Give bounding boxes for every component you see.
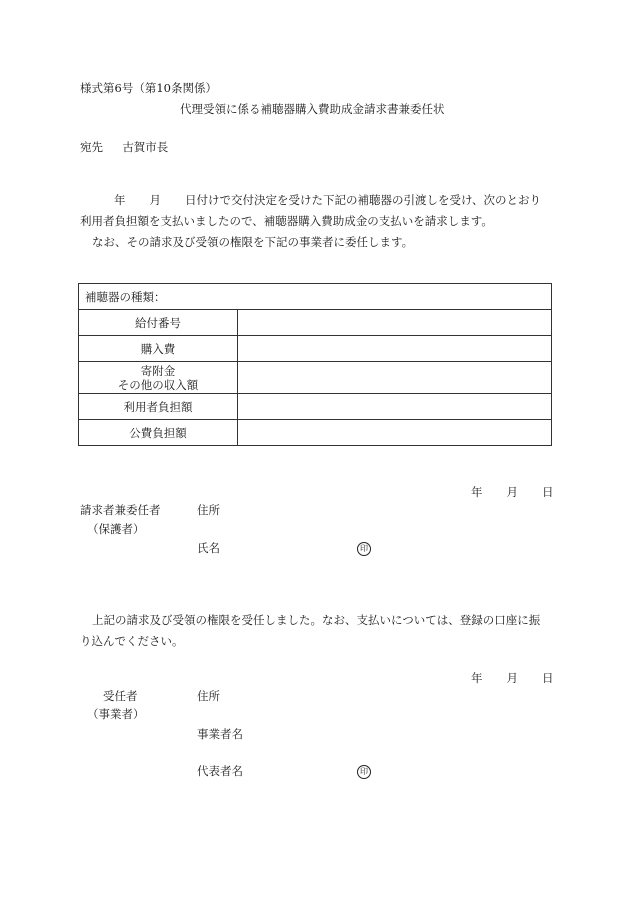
acceptance-line-1: 上記の請求及び受領の権限を受任しました。なお、支払いについては、登録の口座に振 [92,613,541,627]
delegate-seal-icon: 印 [357,763,371,779]
type-row [79,284,552,310]
delegate-role-sub: （事業者） [87,707,145,721]
month-label: 月 [149,193,161,207]
benefit-number-label: 給付番号 [79,310,238,336]
claimant-role: 請求者兼委任者 [80,503,161,517]
other-income-field[interactable] [238,362,552,394]
year-label: 年 [114,193,126,207]
request-line-3: なお、その請求及び受領の権限を下記の事業者に委任します。 [92,235,414,249]
request-paragraph [80,190,555,253]
delegate-address-label: 住所 [197,689,220,703]
claimant-name-label: 氏名 [197,541,220,555]
public-burden-field[interactable] [238,420,552,446]
table-row [79,310,552,336]
user-burden-label: 利用者負担額 [79,394,238,420]
type-label: 補聴器の種類： [79,284,552,310]
purchase-cost-field[interactable] [238,336,552,362]
claimant-seal-icon: 印 [357,540,371,556]
addressee [80,139,168,155]
acceptance-paragraph [80,610,555,652]
delegate-rep-label: 代表者名 [197,764,243,778]
public-burden-label: 公費負担額 [79,420,238,446]
form-number: 様式第6号（第10条関係） [80,81,217,95]
table-row [79,394,552,420]
delegate-role: 受任者 [103,689,138,703]
table-row [79,362,552,394]
table-row [79,336,552,362]
user-burden-field[interactable] [238,394,552,420]
claimant-date: 年 月 日 [471,485,554,499]
delegate-date: 年 月 日 [471,671,554,685]
acceptance-line-2: り込んでください。 [80,634,184,648]
hearing-aid-table [78,283,552,446]
purchase-cost-label: 購入費 [79,336,238,362]
form-title: 代理受領に係る補聴器購入費助成金請求書兼委任状 [180,102,445,116]
claimant-role-sub: （保護者） [87,522,145,536]
claimant-address-label: 住所 [197,503,220,517]
other-income-label: 寄附金 その他の収入額 [79,362,238,394]
addressee-label: 宛先 [80,140,103,154]
delegate-business-label: 事業者名 [197,727,243,741]
benefit-number-field[interactable] [238,310,552,336]
addressee-name: 古賀市長 [122,140,169,154]
request-line-2: 利用者負担額を支払いましたので、補聴器購入費助成金の支払いを請求します。 [80,214,493,228]
table-row [79,420,552,446]
request-line-1: 年 月 日付けで交付決定を受けた下記の補聴器の引渡しを受け、次のとおり [114,193,542,207]
